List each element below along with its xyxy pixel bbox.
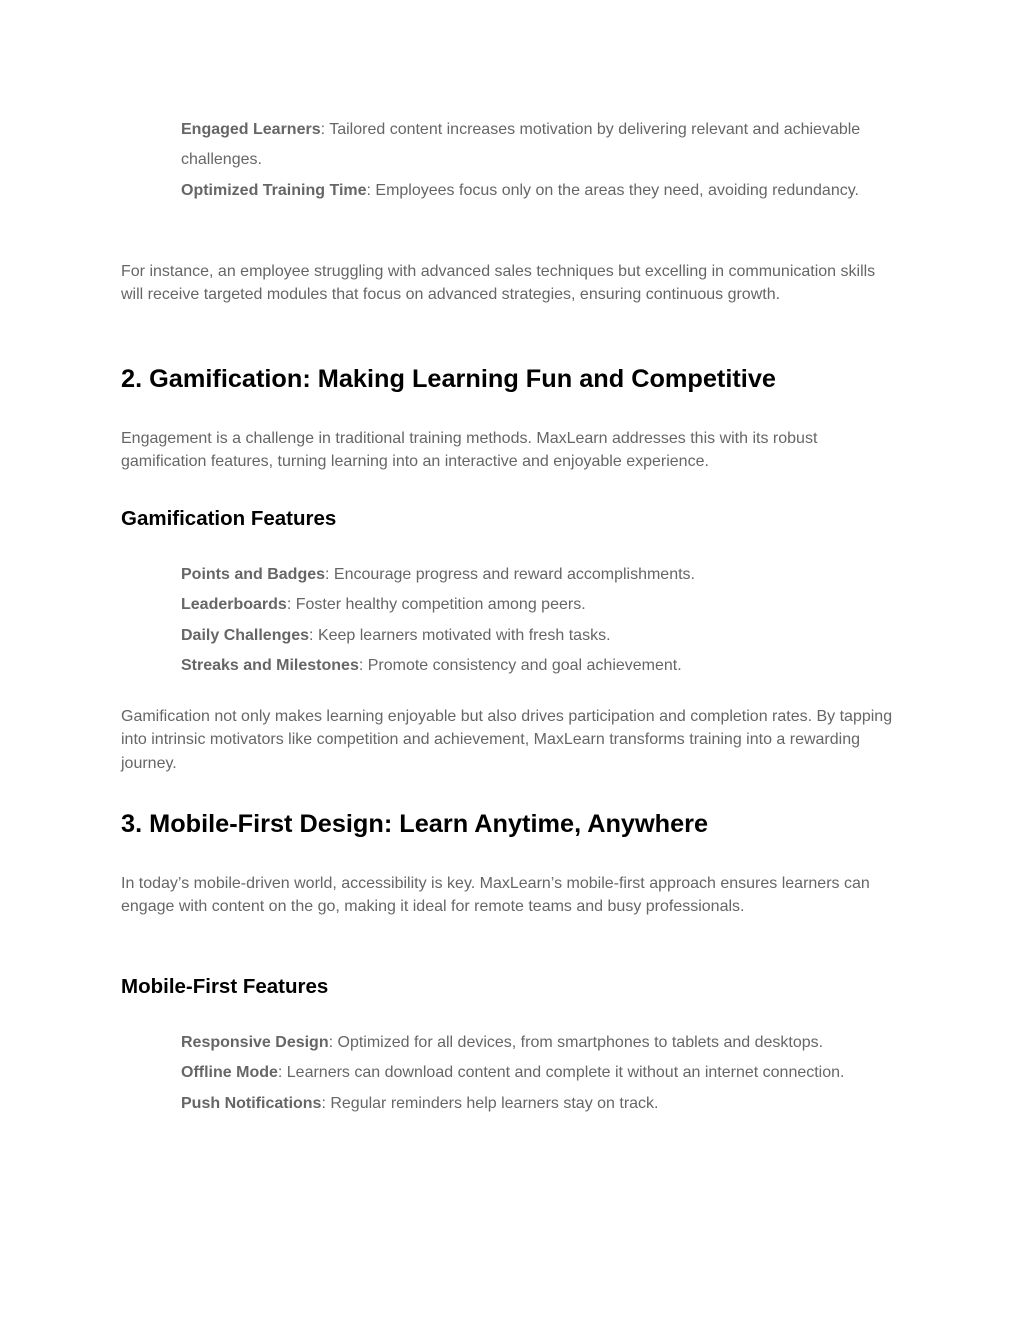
list-item-term: Points and Badges xyxy=(181,566,326,583)
section-3-heading: 3. Mobile-First Design: Learn Anytime, Anywhere xyxy=(121,810,709,838)
section-2-intro: Engagement is a challenge in traditional training methods. MaxLearn addresses this with its robust gamification features, turning learning into an interactive and enjoyable experience. xyxy=(121,430,818,471)
instance-paragraph: For instance, an employee struggling with advanced sales techniques but excelling in communication skills will receive targeted modules that focus on advanced strategies, ensuring continuous growth. xyxy=(121,263,876,304)
list-item xyxy=(181,590,901,620)
mobile-features-heading: Mobile-First Features xyxy=(121,975,329,998)
mobile-features-list xyxy=(181,1028,901,1119)
list-item-term: Streaks and Milestones xyxy=(181,656,359,674)
list-item xyxy=(181,560,901,590)
list-item xyxy=(181,1028,901,1058)
list-item-term: Daily Challenges xyxy=(181,626,310,644)
list-item-text: : Tailored content increases motivation by delivering relevant and achievable challenges. xyxy=(181,121,861,169)
list-item-term: Offline Mode xyxy=(181,1064,278,1082)
list-item xyxy=(181,1089,901,1119)
list-item xyxy=(181,621,901,651)
gamification-summary: Gamification not only makes learning enjoyable but also drives participation and completion rates. By tapping into intrinsic motivators like competition and achievement, MaxLearn transforms training into a rewarding journey. xyxy=(121,708,893,772)
section-2-heading: 2. Gamification: Making Learning Fun and Competitive xyxy=(121,365,776,393)
list-item-text: : Employees focus only on the areas they need, avoiding redundancy. xyxy=(366,181,859,199)
list-item-text: : Foster healthy competition among peers. xyxy=(286,596,586,614)
list-item-text: : Encourage progress and reward accomplishments. xyxy=(325,566,695,583)
list-item-text: : Regular reminders help learners stay on track. xyxy=(321,1094,659,1112)
benefits-list xyxy=(181,115,901,206)
list-item xyxy=(181,1058,901,1088)
section-3-intro: In today’s mobile-driven world, accessibility is key. MaxLearn’s mobile-first approach ensures learners can engage with content on the go, making it ideal for remote teams and busy professionals. xyxy=(121,875,870,916)
list-item xyxy=(181,115,901,176)
list-item-term: Push Notifications xyxy=(181,1094,322,1112)
list-item xyxy=(181,176,901,206)
list-item-text: : Learners can download content and complete it without an internet connection. xyxy=(277,1064,845,1082)
list-item-term: Responsive Design xyxy=(181,1034,329,1051)
list-item-text: : Keep learners motivated with fresh tasks. xyxy=(309,626,611,644)
list-item-term: Optimized Training Time xyxy=(181,181,367,199)
gamification-features-heading: Gamification Features xyxy=(121,507,337,530)
list-item-term: Engaged Learners xyxy=(181,121,321,138)
list-item-text: : Promote consistency and goal achievement. xyxy=(358,656,682,674)
list-item xyxy=(181,651,901,681)
gamification-features-list xyxy=(181,560,901,681)
list-item-text: : Optimized for all devices, from smartphones to tablets and desktops. xyxy=(328,1034,824,1051)
list-item-term: Leaderboards xyxy=(181,596,287,614)
